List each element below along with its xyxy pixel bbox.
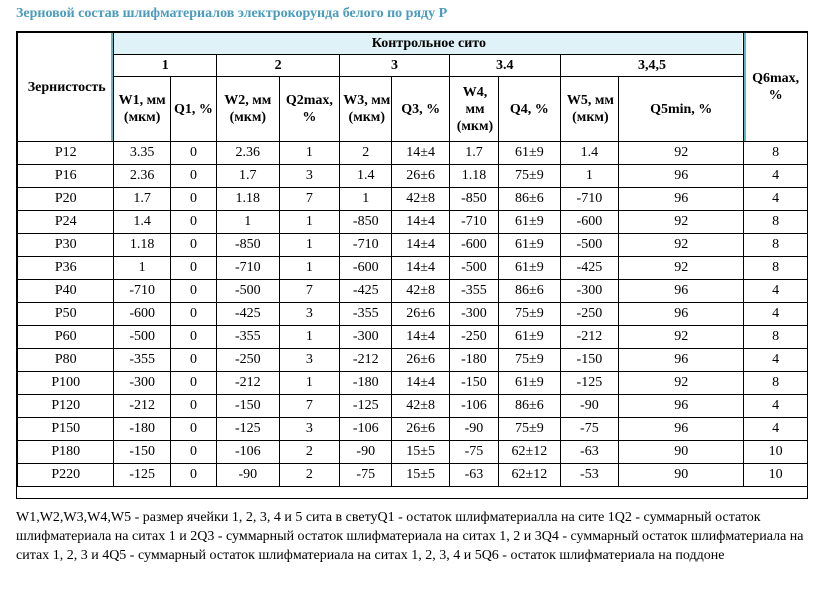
table-row: [18, 418, 808, 441]
table-row: [18, 349, 808, 372]
table-cell: 0: [170, 211, 216, 234]
table-row: [18, 326, 808, 349]
table-cell: 14±4: [392, 142, 449, 165]
table-cell: 1: [279, 234, 340, 257]
table-cell: 61±9: [499, 257, 561, 280]
table-cell: 96: [619, 418, 744, 441]
table-cell: 96: [619, 349, 744, 372]
table-cell: -90: [560, 395, 618, 418]
table-cell: -212: [560, 326, 618, 349]
table-cell: 0: [170, 418, 216, 441]
table-cell: 96: [619, 280, 744, 303]
table-cell: -106: [449, 395, 498, 418]
table-cell: 26±6: [392, 418, 449, 441]
table-cell: 1.18: [217, 188, 280, 211]
sieve-group-1: 1: [114, 55, 217, 77]
table-cell: 86±6: [499, 188, 561, 211]
table-cell: -90: [340, 441, 392, 464]
table-cell: 1.7: [217, 165, 280, 188]
table-cell: 1.4: [114, 211, 170, 234]
table-cell: 0: [170, 257, 216, 280]
table-cell: 3: [279, 418, 340, 441]
table-row: [18, 372, 808, 395]
table-cell: 1.7: [114, 188, 170, 211]
table-cell: 8: [744, 372, 808, 395]
table-cell: -500: [217, 280, 280, 303]
table-cell: -150: [449, 372, 498, 395]
table-cell: -355: [340, 303, 392, 326]
table-cell: 4: [744, 280, 808, 303]
table-cell: -150: [217, 395, 280, 418]
table-cell: -250: [560, 303, 618, 326]
grain-table: [17, 32, 808, 487]
table-cell: -125: [217, 418, 280, 441]
table-cell: 96: [619, 395, 744, 418]
table-cell: 1: [279, 211, 340, 234]
table-cell: 61±9: [499, 211, 561, 234]
table-cell: 26±6: [392, 349, 449, 372]
table-cell: 4: [744, 395, 808, 418]
col-q2max: Q2max, %: [279, 77, 340, 142]
grit-cell: P20: [18, 188, 114, 211]
table-cell: 8: [744, 234, 808, 257]
grit-cell: P12: [18, 142, 114, 165]
grit-header: Зернистость: [18, 33, 114, 142]
table-cell: 7: [279, 395, 340, 418]
col-w3: W3, мм (мкм): [340, 77, 392, 142]
table-cell: 4: [744, 418, 808, 441]
table-cell: 8: [744, 257, 808, 280]
sieve-group-2: 2: [217, 55, 340, 77]
grit-cell: P150: [18, 418, 114, 441]
table-cell: -710: [340, 234, 392, 257]
table-cell: -850: [340, 211, 392, 234]
table-cell: 10: [744, 464, 808, 487]
col-w5: W5, мм (мкм): [560, 77, 618, 142]
table-cell: -850: [217, 234, 280, 257]
table-cell: 92: [619, 326, 744, 349]
table-cell: 0: [170, 464, 216, 487]
table-cell: -212: [217, 372, 280, 395]
grit-cell: P100: [18, 372, 114, 395]
table-cell: 0: [170, 372, 216, 395]
table-cell: 75±9: [499, 303, 561, 326]
table-cell: 62±12: [499, 441, 561, 464]
table-cell: -180: [340, 372, 392, 395]
legend-notes: W1,W2,W3,W4,W5 - размер ячейки 1, 2, 3, 4 и 5 сита в светуQ1 - остаток шлифматериалла на сите 1Q2 - суммарный остаток шлифматериала на ситах 1 и 2Q3 - суммарный остаток шлифматериала на ситах 1, 2 и 3Q4 - суммарный остаток шлифматериала на ситах 1, 2, 3 и 4Q5 - суммарный остаток шлифматериала на ситах 1, 2, 3, 4 и 5Q6 - остаток шлифматериала на поддоне: [16, 510, 804, 563]
table-cell: -75: [340, 464, 392, 487]
table-cell: 0: [170, 326, 216, 349]
table-cell: 1.4: [560, 142, 618, 165]
table-cell: 42±8: [392, 188, 449, 211]
table-cell: -75: [560, 418, 618, 441]
table-cell: -212: [114, 395, 170, 418]
table-cell: 3: [279, 349, 340, 372]
table-cell: -300: [114, 372, 170, 395]
sieve-group-3-4-5: 3,4,5: [560, 55, 744, 77]
table-cell: 90: [619, 464, 744, 487]
table-row: [18, 395, 808, 418]
table-cell: 14±4: [392, 257, 449, 280]
table-cell: 61±9: [499, 234, 561, 257]
table-row: [18, 188, 808, 211]
table-cell: -53: [560, 464, 618, 487]
sieve-group-3-4: 3.4: [449, 55, 560, 77]
table-cell: -106: [217, 441, 280, 464]
grit-cell: P40: [18, 280, 114, 303]
table-cell: 1.18: [449, 165, 498, 188]
table-cell: 4: [744, 165, 808, 188]
table-row: [18, 464, 808, 487]
table-cell: 7: [279, 188, 340, 211]
table-row: [18, 211, 808, 234]
table-cell: 0: [170, 142, 216, 165]
table-body: [18, 142, 808, 487]
table-cell: 61±9: [499, 142, 561, 165]
table-cell: 1: [279, 372, 340, 395]
table-cell: 4: [744, 303, 808, 326]
table-cell: 0: [170, 349, 216, 372]
table-cell: 1: [114, 257, 170, 280]
grit-cell: P50: [18, 303, 114, 326]
col-w4: W4, мм (мкм): [449, 77, 498, 142]
col-q1: Q1, %: [170, 77, 216, 142]
table-cell: 42±8: [392, 395, 449, 418]
table-cell: 3.35: [114, 142, 170, 165]
table-cell: -90: [449, 418, 498, 441]
table-cell: -250: [217, 349, 280, 372]
table-cell: 96: [619, 188, 744, 211]
table-cell: 92: [619, 234, 744, 257]
table-row: [18, 257, 808, 280]
table-cell: -710: [560, 188, 618, 211]
table-cell: 75±9: [499, 418, 561, 441]
table-cell: -300: [340, 326, 392, 349]
table-cell: 2.36: [114, 165, 170, 188]
table-cell: 1: [217, 211, 280, 234]
table-cell: 62±12: [499, 464, 561, 487]
table-cell: 86±6: [499, 280, 561, 303]
table-cell: 61±9: [499, 326, 561, 349]
table-cell: -180: [114, 418, 170, 441]
table-cell: 1.4: [340, 165, 392, 188]
table-cell: -500: [449, 257, 498, 280]
page-title: Зерновой состав шлифматериалов электрокорунда белого по ряду Р: [16, 6, 448, 21]
table-cell: 0: [170, 303, 216, 326]
table-cell: -75: [449, 441, 498, 464]
table-cell: -212: [340, 349, 392, 372]
grit-cell: P16: [18, 165, 114, 188]
table-cell: 96: [619, 303, 744, 326]
table-cell: -600: [560, 211, 618, 234]
table-cell: 61±9: [499, 372, 561, 395]
table-cell: 1.7: [449, 142, 498, 165]
table-cell: 1: [560, 165, 618, 188]
table-cell: 92: [619, 211, 744, 234]
table-cell: 1: [279, 326, 340, 349]
table-cell: 8: [744, 211, 808, 234]
table-cell: -355: [217, 326, 280, 349]
table-cell: -250: [449, 326, 498, 349]
col-w2: W2, мм (мкм): [217, 77, 280, 142]
table-row: [18, 165, 808, 188]
col-q5min: Q5min, %: [619, 77, 744, 142]
table-cell: -500: [560, 234, 618, 257]
table-cell: 42±8: [392, 280, 449, 303]
table-cell: 0: [170, 165, 216, 188]
table-cell: -425: [340, 280, 392, 303]
table-cell: 8: [744, 142, 808, 165]
table-cell: -300: [560, 280, 618, 303]
control-sieve-header: Контрольное сито: [114, 33, 744, 55]
q6-header: Q6max, %: [744, 33, 808, 142]
grit-cell: P220: [18, 464, 114, 487]
table-cell: 0: [170, 441, 216, 464]
table-cell: 0: [170, 280, 216, 303]
table-cell: -355: [114, 349, 170, 372]
table-cell: 15±5: [392, 464, 449, 487]
table-cell: 26±6: [392, 165, 449, 188]
table-row: [18, 280, 808, 303]
table-cell: 92: [619, 372, 744, 395]
grit-cell: P80: [18, 349, 114, 372]
table-cell: 14±4: [392, 211, 449, 234]
grit-cell: P60: [18, 326, 114, 349]
grit-cell: P30: [18, 234, 114, 257]
table-cell: 7: [279, 280, 340, 303]
table-cell: 15±5: [392, 441, 449, 464]
table-cell: 75±9: [499, 349, 561, 372]
table-cell: 1.18: [114, 234, 170, 257]
table-cell: 92: [619, 142, 744, 165]
table-cell: 90: [619, 441, 744, 464]
table-cell: -63: [449, 464, 498, 487]
sieve-group-3: 3: [340, 55, 450, 77]
table-cell: 14±4: [392, 372, 449, 395]
table-row: [18, 303, 808, 326]
table-cell: -300: [449, 303, 498, 326]
table-cell: 8: [744, 326, 808, 349]
table-cell: -710: [217, 257, 280, 280]
table-cell: -150: [560, 349, 618, 372]
grit-cell: P180: [18, 441, 114, 464]
table-cell: 3: [279, 303, 340, 326]
table-cell: 10: [744, 441, 808, 464]
table-cell: 96: [619, 165, 744, 188]
table-cell: -63: [560, 441, 618, 464]
table-cell: 14±4: [392, 326, 449, 349]
table-cell: -125: [560, 372, 618, 395]
table-cell: -710: [114, 280, 170, 303]
col-q4: Q4, %: [499, 77, 561, 142]
table-cell: 1: [279, 257, 340, 280]
table-cell: 0: [170, 395, 216, 418]
table-cell: 0: [170, 188, 216, 211]
table-cell: 2.36: [217, 142, 280, 165]
table-cell: -180: [449, 349, 498, 372]
table-cell: 2: [279, 464, 340, 487]
table-cell: -150: [114, 441, 170, 464]
table-cell: 2: [340, 142, 392, 165]
table-cell: 75±9: [499, 165, 561, 188]
table-cell: -500: [114, 326, 170, 349]
table-cell: -125: [340, 395, 392, 418]
table-cell: 86±6: [499, 395, 561, 418]
table-row: [18, 142, 808, 165]
table-cell: -850: [449, 188, 498, 211]
table-cell: 1: [279, 142, 340, 165]
table-cell: -425: [560, 257, 618, 280]
table-cell: -355: [449, 280, 498, 303]
table-cell: 4: [744, 188, 808, 211]
table-cell: -106: [340, 418, 392, 441]
table-cell: -600: [340, 257, 392, 280]
grit-cell: P24: [18, 211, 114, 234]
table-cell: -125: [114, 464, 170, 487]
table-row: [18, 234, 808, 257]
table-cell: 26±6: [392, 303, 449, 326]
table-cell: 4: [744, 349, 808, 372]
table-cell: 14±4: [392, 234, 449, 257]
table-cell: -710: [449, 211, 498, 234]
table-cell: 3: [279, 165, 340, 188]
table-row: [18, 441, 808, 464]
table-cell: -90: [217, 464, 280, 487]
table-cell: -600: [449, 234, 498, 257]
col-w1: W1, мм (мкм): [114, 77, 170, 142]
table-cell: 0: [170, 234, 216, 257]
table-cell: 1: [340, 188, 392, 211]
table-cell: 92: [619, 257, 744, 280]
grit-cell: P120: [18, 395, 114, 418]
table-cell: 2: [279, 441, 340, 464]
col-q3: Q3, %: [392, 77, 449, 142]
table-cell: -425: [217, 303, 280, 326]
grain-table-frame: [16, 31, 808, 499]
grit-cell: P36: [18, 257, 114, 280]
table-cell: -600: [114, 303, 170, 326]
